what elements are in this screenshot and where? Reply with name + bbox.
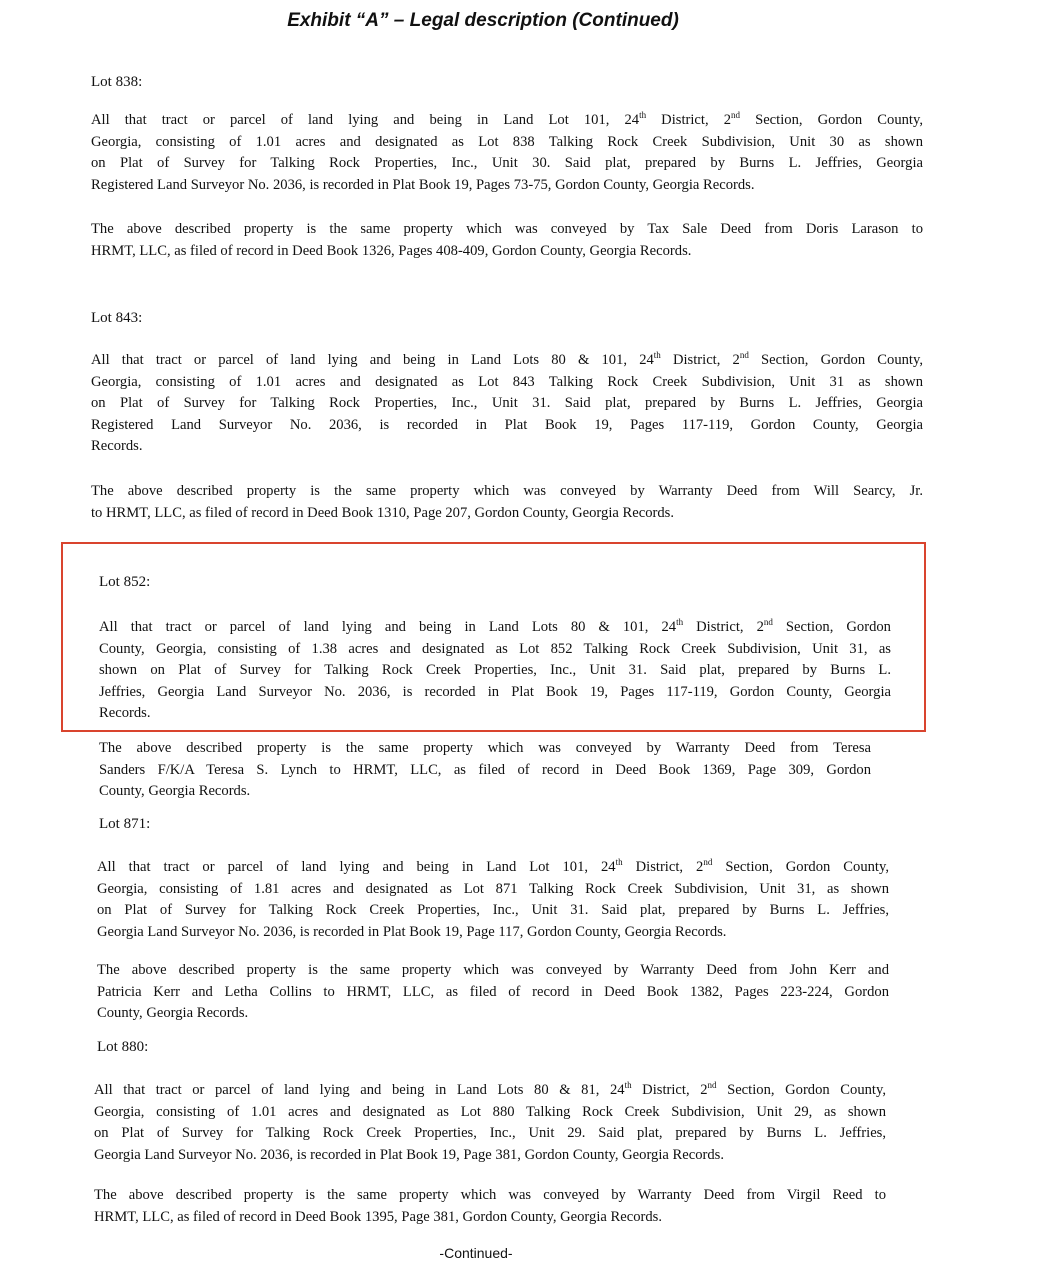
lot-838-label: Lot 838:: [91, 74, 143, 90]
lot-852-conveyance: [99, 738, 871, 803]
text-line: The above described property is the same property which was conveyed by Warranty Deed from Will Searcy, Jr.: [91, 483, 923, 499]
text-line: on Plat of Survey for Talking Rock Properties, Inc., Unit 30. Said plat, prepared by Burns L. Jeffries, Georgia: [91, 155, 923, 172]
text-line: on Plat of Survey for Talking Rock Properties, Inc., Unit 31. Said plat, prepared by Burns L. Jeffries, Georgia: [91, 395, 923, 412]
continued-footer: -Continued-: [439, 1245, 513, 1261]
lot-880-label: Lot 880:: [97, 1039, 149, 1055]
text-line: shown on Plat of Survey for Talking Rock Creek Properties, Inc., Unit 31. Said plat, prepared by Burns L.: [99, 662, 891, 679]
lot-852-label: Lot 852:: [99, 574, 151, 590]
text-line: Georgia, consisting of 1.81 acres and designated as Lot 871 Talking Rock Creek Subdivision, Unit 31, as shown: [97, 880, 889, 897]
text-line: All that tract or parcel of land lying and being in Land Lots 80 & 101, 24th District, 2nd Section, Gordon County,: [91, 350, 923, 368]
text-line: All that tract or parcel of land lying and being in Land Lot 101, 24th District, 2nd Section, Gordon County,: [97, 857, 889, 875]
text-line: The above described property is the same property which was conveyed by Warranty Deed from Teresa: [99, 740, 871, 756]
text-line: Georgia, consisting of 1.01 acres and designated as Lot 880 Talking Rock Creek Subdivision, Unit 29, as shown: [94, 1103, 886, 1120]
lot-871-label: Lot 871:: [99, 816, 151, 832]
lot-838-conveyance: [91, 219, 923, 262]
text-line: Sanders F/K/A Teresa S. Lynch to HRMT, LLC, as filed of record in Deed Book 1369, Page 309, Gordon: [99, 761, 871, 778]
lot-871-conveyance: [97, 960, 889, 1025]
text-line: Registered Land Surveyor No. 2036, is recorded in Plat Book 19, Pages 117-119, Gordon County, Georgia: [91, 416, 923, 433]
text-line: HRMT, LLC, as filed of record in Deed Book 1395, Page 381, Gordon County, Georgia Records.: [94, 1208, 662, 1225]
text-line: Georgia Land Surveyor No. 2036, is recorded in Plat Book 19, Page 381, Gordon County, Georgia Records.: [94, 1146, 724, 1163]
text-line: Georgia Land Surveyor No. 2036, is recorded in Plat Book 19, Page 117, Gordon County, Georgia Records.: [97, 923, 727, 940]
text-line: on Plat of Survey for Talking Rock Creek Properties, Inc., Unit 29. Said plat, prepared by Burns L. Jeffries,: [94, 1125, 886, 1142]
text-line: All that tract or parcel of land lying and being in Land Lots 80 & 101, 24th District, 2nd Section, Gordon: [99, 617, 891, 635]
text-line: Records.: [91, 438, 143, 455]
text-line: to HRMT, LLC, as filed of record in Deed Book 1310, Page 207, Gordon County, Georgia Records.: [91, 504, 674, 521]
lot-871-description: [97, 857, 889, 943]
lot-880-description: [94, 1080, 886, 1166]
lot-880-conveyance: [94, 1185, 886, 1228]
text-line: HRMT, LLC, as filed of record in Deed Book 1326, Pages 408-409, Gordon County, Georgia Records.: [91, 242, 692, 259]
text-line: The above described property is the same property which was conveyed by Warranty Deed from Virgil Reed to: [94, 1187, 886, 1203]
text-line: Patricia Kerr and Letha Collins to HRMT, LLC, as filed of record in Deed Book 1382, Pages 223-224, Gordon: [97, 983, 889, 1000]
text-line: Records.: [99, 705, 151, 722]
text-line: County, Georgia, consisting of 1.38 acres and designated as Lot 852 Talking Rock Creek Subdivision, Unit 31, as: [99, 640, 891, 657]
text-line: Georgia, consisting of 1.01 acres and designated as Lot 843 Talking Rock Creek Subdivision, Unit 31 as shown: [91, 373, 923, 390]
text-line: The above described property is the same property which was conveyed by Warranty Deed from John Kerr and: [97, 962, 889, 978]
text-line: County, Georgia Records.: [97, 1005, 249, 1022]
page-title: Exhibit “A” – Legal description (Continued): [287, 10, 679, 31]
lot-843-label: Lot 843:: [91, 310, 143, 326]
text-line: All that tract or parcel of land lying and being in Land Lots 80 & 81, 24th District, 2nd Section, Gordon County,: [94, 1080, 886, 1098]
text-line: on Plat of Survey for Talking Rock Creek Properties, Inc., Unit 31. Said plat, prepared by Burns L. Jeffries,: [97, 902, 889, 919]
text-line: Georgia, consisting of 1.01 acres and designated as Lot 838 Talking Rock Creek Subdivision, Unit 30 as shown: [91, 133, 923, 150]
text-line: All that tract or parcel of land lying and being in Land Lot 101, 24th District, 2nd Section, Gordon County,: [91, 110, 923, 128]
text-line: County, Georgia Records.: [99, 783, 251, 800]
lot-852-description: [99, 617, 891, 725]
lot-838-description: [91, 110, 923, 196]
text-line: Jeffries, Georgia Land Surveyor No. 2036, is recorded in Plat Book 19, Pages 117-119, Gordon County, Georgia: [99, 683, 891, 700]
lot-843-conveyance: [91, 481, 923, 524]
text-line: Registered Land Surveyor No. 2036, is recorded in Plat Book 19, Pages 73-75, Gordon County, Georgia Records.: [91, 176, 755, 193]
text-line: The above described property is the same property which was conveyed by Tax Sale Deed from Doris Larason to: [91, 221, 923, 237]
lot-843-description: [91, 350, 923, 458]
